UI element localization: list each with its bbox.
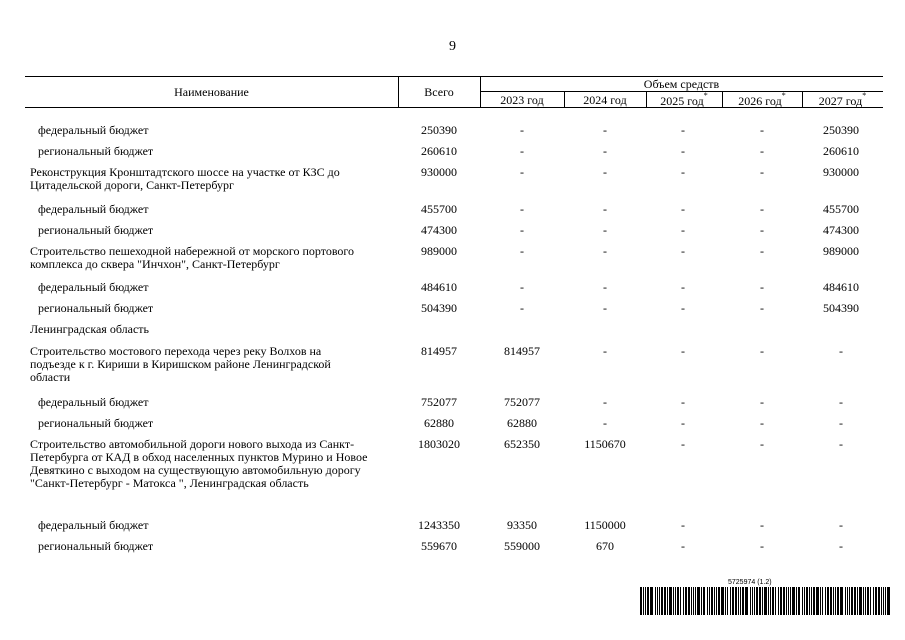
row-value: - — [681, 344, 685, 358]
row-value: - — [603, 395, 607, 409]
header-year: 2027 год* — [818, 91, 867, 108]
row-value: 652350 — [504, 437, 540, 451]
row-value: 989000 — [823, 244, 859, 258]
row-value: - — [839, 437, 843, 451]
row-total: 474300 — [421, 223, 457, 237]
row-value: - — [760, 301, 764, 315]
row-value: - — [603, 280, 607, 294]
row-value: 814957 — [504, 344, 540, 358]
row-value: - — [760, 539, 764, 553]
row-value: - — [681, 416, 685, 430]
row-value: - — [760, 344, 764, 358]
row-name: Реконструкция Кронштадтского шоссе на участке от КЗС до Цитадельской дороги, Санкт-Петербург — [30, 165, 340, 192]
row-value: - — [603, 165, 607, 179]
row-value: - — [760, 395, 764, 409]
row-name: федеральный бюджет — [38, 202, 149, 216]
row-value: - — [603, 301, 607, 315]
row-value: - — [760, 165, 764, 179]
row-name: Строительство пешеходной набережной от морского портового комплекса до сквера "Инчхон", Санкт-Петербург — [30, 244, 355, 271]
row-value: - — [603, 344, 607, 358]
row-total: 989000 — [421, 244, 457, 258]
row-value: 250390 — [823, 123, 859, 137]
row-value: - — [520, 301, 524, 315]
row-value: - — [681, 518, 685, 532]
row-value: - — [603, 123, 607, 137]
row-value: - — [681, 144, 685, 158]
row-total: 62880 — [424, 416, 454, 430]
row-value: 559000 — [504, 539, 540, 553]
row-value: 1150670 — [584, 437, 626, 451]
row-value: - — [760, 244, 764, 258]
row-total: 250390 — [421, 123, 457, 137]
row-value: - — [520, 144, 524, 158]
row-value: - — [681, 395, 685, 409]
row-name: региональный бюджет — [38, 144, 154, 158]
row-name: федеральный бюджет — [38, 280, 149, 294]
header-volume: Объем средств — [643, 77, 720, 91]
row-value: 484610 — [823, 280, 859, 294]
row-value: - — [681, 301, 685, 315]
row-value: 62880 — [507, 416, 537, 430]
header-total: Всего — [424, 85, 454, 99]
row-total: 1803020 — [418, 437, 460, 451]
row-name: Ленинградская область — [30, 322, 149, 336]
row-value: - — [681, 165, 685, 179]
barcode-image — [640, 587, 890, 615]
row-value: - — [839, 416, 843, 430]
row-value: - — [603, 223, 607, 237]
row-value: 504390 — [823, 301, 859, 315]
row-value: - — [681, 437, 685, 451]
row-value: - — [839, 344, 843, 358]
row-value: - — [839, 539, 843, 553]
row-value: - — [760, 202, 764, 216]
footnote-marker: * — [781, 91, 786, 100]
row-value: 260610 — [823, 144, 859, 158]
row-value: - — [839, 395, 843, 409]
row-value: - — [520, 123, 524, 137]
row-value: - — [520, 223, 524, 237]
header-year: 2024 год — [583, 93, 627, 107]
row-value: - — [681, 202, 685, 216]
row-value: - — [760, 144, 764, 158]
footnote-marker: * — [703, 91, 708, 100]
row-value: 474300 — [823, 223, 859, 237]
footnote-marker: * — [862, 91, 867, 100]
row-value: - — [760, 280, 764, 294]
row-value: - — [681, 280, 685, 294]
row-total: 814957 — [421, 344, 457, 358]
row-name: региональный бюджет — [38, 416, 154, 430]
row-name: региональный бюджет — [38, 301, 154, 315]
row-value: - — [839, 518, 843, 532]
row-value: 1150000 — [584, 518, 626, 532]
row-value: 455700 — [823, 202, 859, 216]
row-value: 930000 — [823, 165, 859, 179]
row-total: 559670 — [421, 539, 457, 553]
row-name: региональный бюджет — [38, 539, 154, 553]
row-total: 504390 — [421, 301, 457, 315]
row-value: - — [681, 123, 685, 137]
row-value: - — [760, 437, 764, 451]
page-number: 9 — [449, 39, 456, 54]
row-value: - — [760, 123, 764, 137]
barcode-block — [640, 579, 890, 615]
row-value: - — [603, 144, 607, 158]
row-value: - — [603, 202, 607, 216]
row-total: 484610 — [421, 280, 457, 294]
row-value: 93350 — [507, 518, 537, 532]
row-value: - — [681, 539, 685, 553]
header-year: 2026 год* — [738, 91, 786, 108]
row-total: 930000 — [421, 165, 457, 179]
row-total: 260610 — [421, 144, 457, 158]
row-value: - — [520, 202, 524, 216]
row-name: Строительство автомобильной дороги нового выхода из Санкт-Петербурга от КАД в обход населенных пунктов Мурино и Новое Девяткино с выходом на существующую автомобильную дорогу "Санкт-Петербург - Матокса ", Ленинградская область — [30, 437, 368, 490]
header-year: 2023 год — [500, 93, 544, 107]
row-value: - — [520, 280, 524, 294]
header-name: Наименование — [174, 85, 249, 99]
row-name: региональный бюджет — [38, 223, 154, 237]
row-name: федеральный бюджет — [38, 395, 149, 409]
row-value: - — [603, 244, 607, 258]
row-value: - — [760, 223, 764, 237]
row-value: 670 — [596, 539, 614, 553]
row-value: - — [760, 416, 764, 430]
row-name: федеральный бюджет — [38, 123, 149, 137]
row-name: Строительство мостового перехода через реку Волхов на подъезде к г. Кириши в Киришском районе Ленинградской области — [30, 344, 331, 384]
row-value: - — [520, 165, 524, 179]
row-value: - — [681, 223, 685, 237]
row-value: - — [760, 518, 764, 532]
row-value: - — [603, 416, 607, 430]
row-value: 752077 — [504, 395, 540, 409]
row-total: 752077 — [421, 395, 457, 409]
row-total: 455700 — [421, 202, 457, 216]
barcode-id: 5725974 (1.2) — [728, 579, 772, 586]
row-value: - — [681, 244, 685, 258]
row-total: 1243350 — [418, 518, 460, 532]
row-name: федеральный бюджет — [38, 518, 149, 532]
header-year: 2025 год* — [660, 91, 708, 108]
row-value: - — [520, 244, 524, 258]
